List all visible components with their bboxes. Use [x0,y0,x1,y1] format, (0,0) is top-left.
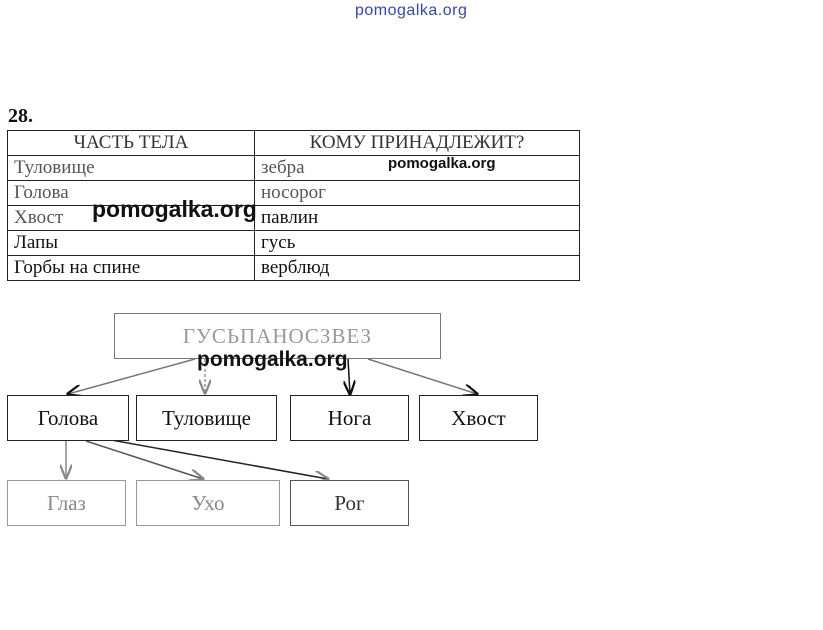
watermark-top: pomogalka.org [355,2,468,19]
column-header-owner: КОМУ ПРИНАДЛЕЖИТ? [255,131,580,156]
table-cell-owner: носорог [255,181,580,206]
column-header-body-part: ЧАСТЬ ТЕЛА [8,131,255,156]
diagram-box-torso: Туловище [136,395,277,441]
arrow-head-to-horn [100,438,328,479]
arrow-root-to-tail [368,359,477,394]
arrow-root-to-head [68,359,195,394]
diagram-box-leg: Нога [290,395,409,441]
table-cell-body-part: Голова [8,181,255,206]
task-number: 28. [8,105,33,127]
diagram-box-tail: Хвост [419,395,538,441]
table-cell-body-part: Хвост [8,206,255,231]
table-cell-owner: гусь [255,231,580,256]
table-cell-body-part: Лапы [8,231,255,256]
diagram-box-ear: Ухо [136,480,280,526]
arrow-root-to-leg [348,359,350,394]
table-cell-owner: верблюд [255,256,580,281]
diagram-box-eye: Глаз [7,480,126,526]
watermark-diagram: pomogalka.org [197,348,348,371]
table-cell-owner: зебра [255,156,580,181]
diagram-root-box: ГУСЬПАНОСЗВЕЗ [114,313,441,359]
diagram-box-head: Голова [7,395,129,441]
watermark-table-right: pomogalka.org [388,155,496,172]
table-cell-body-part: Туловище [8,156,255,181]
watermark-table-left: pomogalka.org [92,196,257,222]
table-cell-body-part: Горбы на спине [8,256,255,281]
table-cell-owner: павлин [255,206,580,231]
diagram-box-horn: Рог [290,480,409,526]
